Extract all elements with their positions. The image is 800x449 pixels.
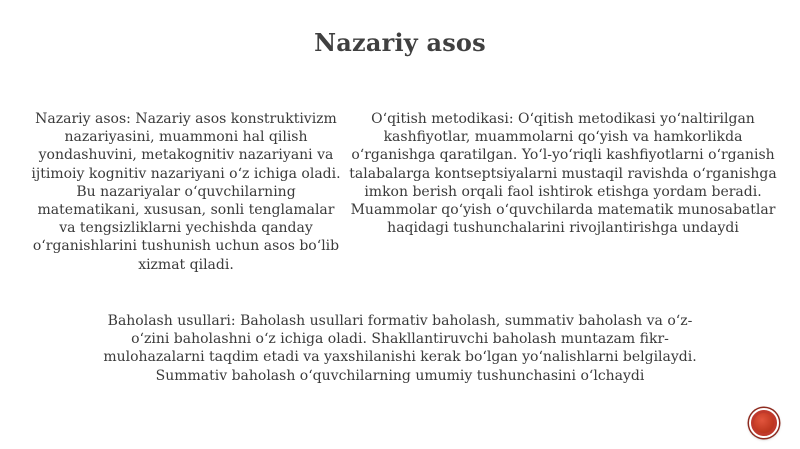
red-circle-nav-icon — [754, 413, 774, 433]
text-block-teaching-methodology: O‘qitish metodikasi: O‘qitish metodikasi yo‘naltirilgan kashfiyotlar, muammolarni qo‘yish va hamkorlikda o‘rganishga qaratilgan. Yo‘l-yo‘riqli kashfiyotlarni o‘rganish talabalarga kontseptsiyalarni mustaqil ravishda o‘rganishga imkon berish orqali faol ishtirok etishga yordam beradi. Muammolar qo‘yish o‘quvchilarda matematik munosabatlar haqidagi tushunchalarini rivojlantirishga undaydi — [349, 111, 777, 237]
next-slide-button[interactable] — [749, 408, 779, 438]
text-block-theory: Nazariy asos: Nazariy asos konstruktivizm nazariyasini, muammoni hal qilish yondashuvini, metakognitiv nazariyani va ijtimoiy kognitiv nazariyani o‘z ichiga oladi. Bu nazariyalar o‘quvchilarning matematikani, xususan, sonli tenglamalar va tengsizliklarni yechishda qanday o‘rganishlarini tushunish uchun asos bo‘lib xizmat qiladi. — [31, 111, 341, 273]
slide-title: Nazariy asos — [314, 28, 486, 57]
text-block-assessment-methods: Baholash usullari: Baholash usullari formativ baholash, summativ baholash va o‘z-o‘zini baholashni o‘z ichiga oladi. Shakllantiruvchi baholash muntazam fikr-mulohazalarni taqdim etadi va yaxshilanishi kerak bo‘lgan yo‘nalishlarni belgilaydi. Summativ baholash o‘quvchilarning umumiy tushunchasini o‘lchaydi — [103, 313, 697, 384]
